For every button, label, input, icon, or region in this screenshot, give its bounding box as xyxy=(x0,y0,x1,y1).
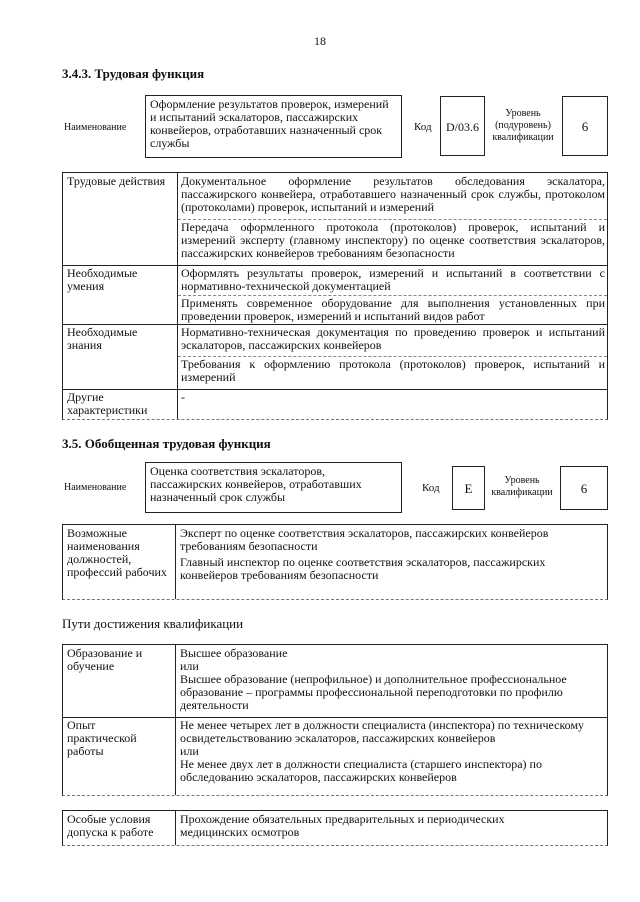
experience-line-1: Не менее четырех лет в должности специалиста (инспектора) по техническому освидетельствованию эскалаторов, пассажирских конвейеров xyxy=(180,718,585,745)
experience-line-2: или xyxy=(180,744,199,758)
level-value-35: 6 xyxy=(560,466,608,510)
section-heading-343: 3.4.3. Трудовая функция xyxy=(62,66,205,81)
positions-table xyxy=(62,524,608,600)
code-label-35: Код xyxy=(422,482,440,494)
positions-label: Возможные наименования должностей, профессий рабочих xyxy=(67,526,167,579)
education-label: Образование и обучение xyxy=(67,646,143,673)
other-item-1: - xyxy=(181,390,185,404)
education-line-3: Высшее образование (непрофильное) и дополнительное профессиональное образование – программы профессиональной переподготовки по профилю деятельности xyxy=(180,672,567,712)
level-label-343: Уровень (подуровень) квалификации xyxy=(492,108,554,143)
position-1: Эксперт по оценке соответствия эскалаторов, пассажирских конвейеров требованиям безопасности xyxy=(180,526,549,553)
qualification-table xyxy=(62,644,608,796)
name-value-343: Оформление результатов проверок, измерений и испытаний эскалаторов, пассажирских конвейеров, отработавших назначенный срок службы xyxy=(145,95,402,158)
name-value-35: Оценка соответствия эскалаторов, пассажирских конвейеров, отработавших назначенный срок службы xyxy=(145,462,402,513)
position-2: Главный инспектор по оценке соответствия эскалаторов, пассажирских конвейеров требованиям безопасности xyxy=(180,555,546,582)
action-item-2: Передача оформленного протокола (протоколов) проверок, испытаний и измерений эксперту (главному инспектору) по оценке соответствия эскалаторов, пассажирских конвейеров требованиям безопасности xyxy=(181,220,605,260)
row-label-skills: Необходимые умения xyxy=(67,266,138,293)
name-label-35: Наименование xyxy=(64,482,127,493)
labor-function-table xyxy=(62,172,608,420)
skill-item-2: Применять современное оборудование для выполнения установленных при проведении проверок, измерений и испытаний видов работ xyxy=(181,296,605,323)
conditions-label: Особые условия допуска к работе xyxy=(67,812,154,839)
conditions-table xyxy=(62,810,608,846)
page-number: 18 xyxy=(314,34,326,48)
conditions-value: Прохождение обязательных предварительных и периодических медицинских осмотров xyxy=(180,812,505,839)
section-heading-35: 3.5. Обобщенная трудовая функция xyxy=(62,436,271,451)
skill-item-1: Оформлять результаты проверок, измерений и испытаний в соответствии с нормативно-технической документацией xyxy=(181,266,605,293)
name-label-343: Наименование xyxy=(64,122,127,133)
code-label-343: Код xyxy=(414,121,432,133)
level-value-343: 6 xyxy=(562,96,608,156)
level-label-35: Уровень квалификации xyxy=(491,475,553,498)
education-line-1: Высшее образование xyxy=(180,646,288,660)
code-value-35: E xyxy=(452,466,485,510)
experience-label: Опыт практической работы xyxy=(67,718,137,758)
education-line-2: или xyxy=(180,659,199,673)
action-item-1: Документальное оформление результатов обследования эскалатора, пассажирского конвейера, отработавшего назначенный срок службы, протоколом (протоколами) проверок, испытаний и измерений xyxy=(181,174,605,214)
row-label-other: Другие характеристики xyxy=(67,390,148,417)
row-label-actions: Трудовые действия xyxy=(67,174,166,188)
code-value-343: D/03.6 xyxy=(440,96,485,156)
qualification-heading: Пути достижения квалификации xyxy=(62,616,244,631)
experience-line-3: Не менее двух лет в должности специалиста (старшего инспектора) по обследованию эскалаторов, пассажирских конвейеров xyxy=(180,757,542,784)
knowledge-item-1: Нормативно-техническая документация по проведению проверок и испытаний эскалаторов, пассажирских конвейеров xyxy=(181,325,605,352)
row-label-knowledge: Необходимые знания xyxy=(67,325,138,352)
knowledge-item-2: Требования к оформлению протокола (протоколов) проверок, испытаний и измерений xyxy=(181,357,605,384)
